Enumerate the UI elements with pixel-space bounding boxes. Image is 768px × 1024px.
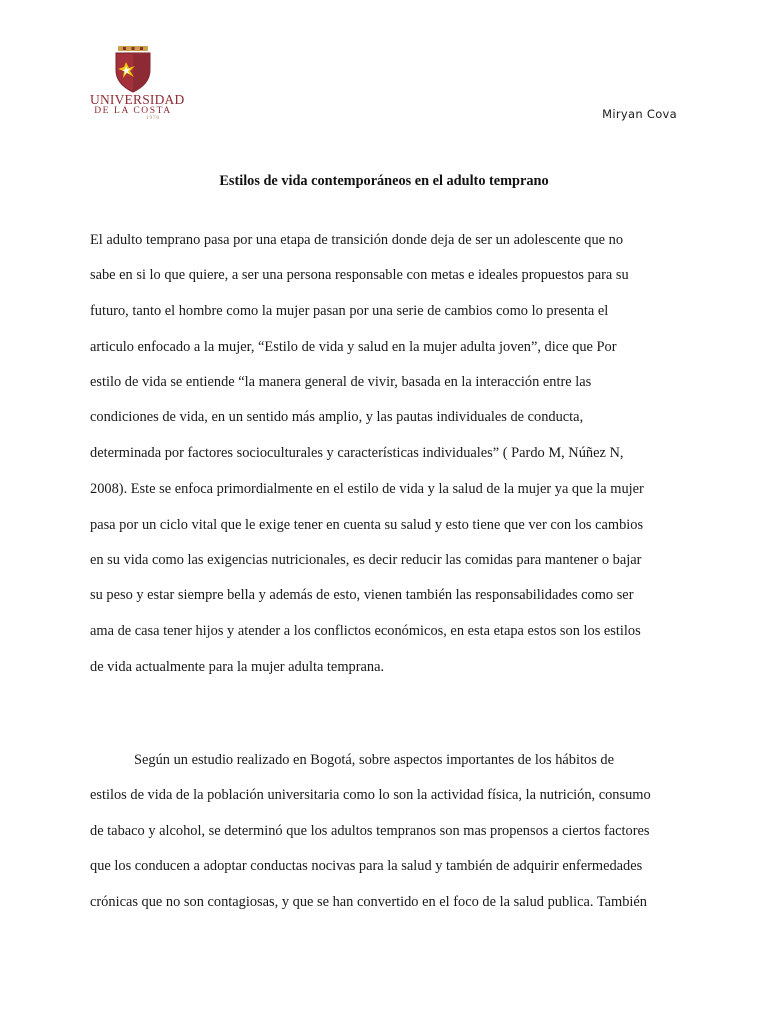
paragraph-2-line: de tabaco y alcohol, se determinó que los adultos tempranos son mas propensos a ciertos factores — [90, 823, 650, 839]
paragraph-1-line: condiciones de vida, en un sentido más amplio, y las pautas individuales de conducta, — [90, 409, 584, 425]
paragraph-1-line: de vida actualmente para la mujer adulta temprana. — [90, 659, 385, 675]
university-logo — [90, 44, 185, 124]
paragraph-2-line: Según un estudio realizado en Bogotá, sobre aspectos importantes de los hábitos de — [134, 752, 614, 768]
paragraph-1-line: ama de casa tener hijos y atender a los conflictos económicos, en esta etapa estos son los estilos — [90, 623, 641, 639]
paragraph-1-line: articulo enfocado a la mujer, “Estilo de vida y salud en la mujer adulta joven”, dice que Por — [90, 339, 617, 355]
shield-crest-icon — [90, 44, 176, 94]
paragraph-1-line: pasa por un ciclo vital que le exige tener en cuenta su salud y esto tiene que ver con los cambios — [90, 517, 644, 533]
logo-name-line2: DE LA COSTA — [94, 106, 172, 116]
author-name: Miryan Cova — [602, 107, 677, 121]
logo-name-line1: UNIVERSIDAD — [90, 92, 185, 107]
paragraph-1-line: sabe en si lo que quiere, a ser una persona responsable con metas e ideales propuestos para su — [90, 267, 629, 283]
paragraph-1-line: El adulto temprano pasa por una etapa de transición donde deja de ser un adolescente que no — [90, 232, 624, 248]
paragraph-1-line: determinada por factores socioculturales y características individuales” ( Pardo M, Núñez N, — [90, 445, 624, 461]
logo-year: 1970 — [146, 116, 160, 121]
document-title: Estilos de vida contemporáneos en el adulto temprano — [219, 173, 549, 189]
paragraph-2-line: crónicas que no son contagiosas, y que se han convertido en el foco de la salud publica. También — [90, 894, 647, 910]
paragraph-1-line: 2008). Este se enfoca primordialmente en el estilo de vida y la salud de la mujer ya que la mujer — [90, 481, 644, 497]
paragraph-2-line: estilos de vida de la población universitaria como lo son la actividad física, la nutrición, consumo — [90, 787, 651, 803]
paragraph-1-line: en su vida como las exigencias nutricionales, es decir reducir las comidas para mantener o bajar — [90, 552, 642, 568]
paragraph-1-line: estilo de vida se entiende “la manera general de vivir, basada en la interacción entre las — [90, 374, 592, 390]
paragraph-1-line: su peso y estar siempre bella y además de esto, vienen también las responsabilidades como ser — [90, 587, 634, 603]
paragraph-1-line: futuro, tanto el hombre como la mujer pasan por una serie de cambios como lo presenta el — [90, 303, 609, 319]
paragraph-2-line: que los conducen a adoptar conductas nocivas para la salud y también de adquirir enfermedades — [90, 858, 643, 874]
